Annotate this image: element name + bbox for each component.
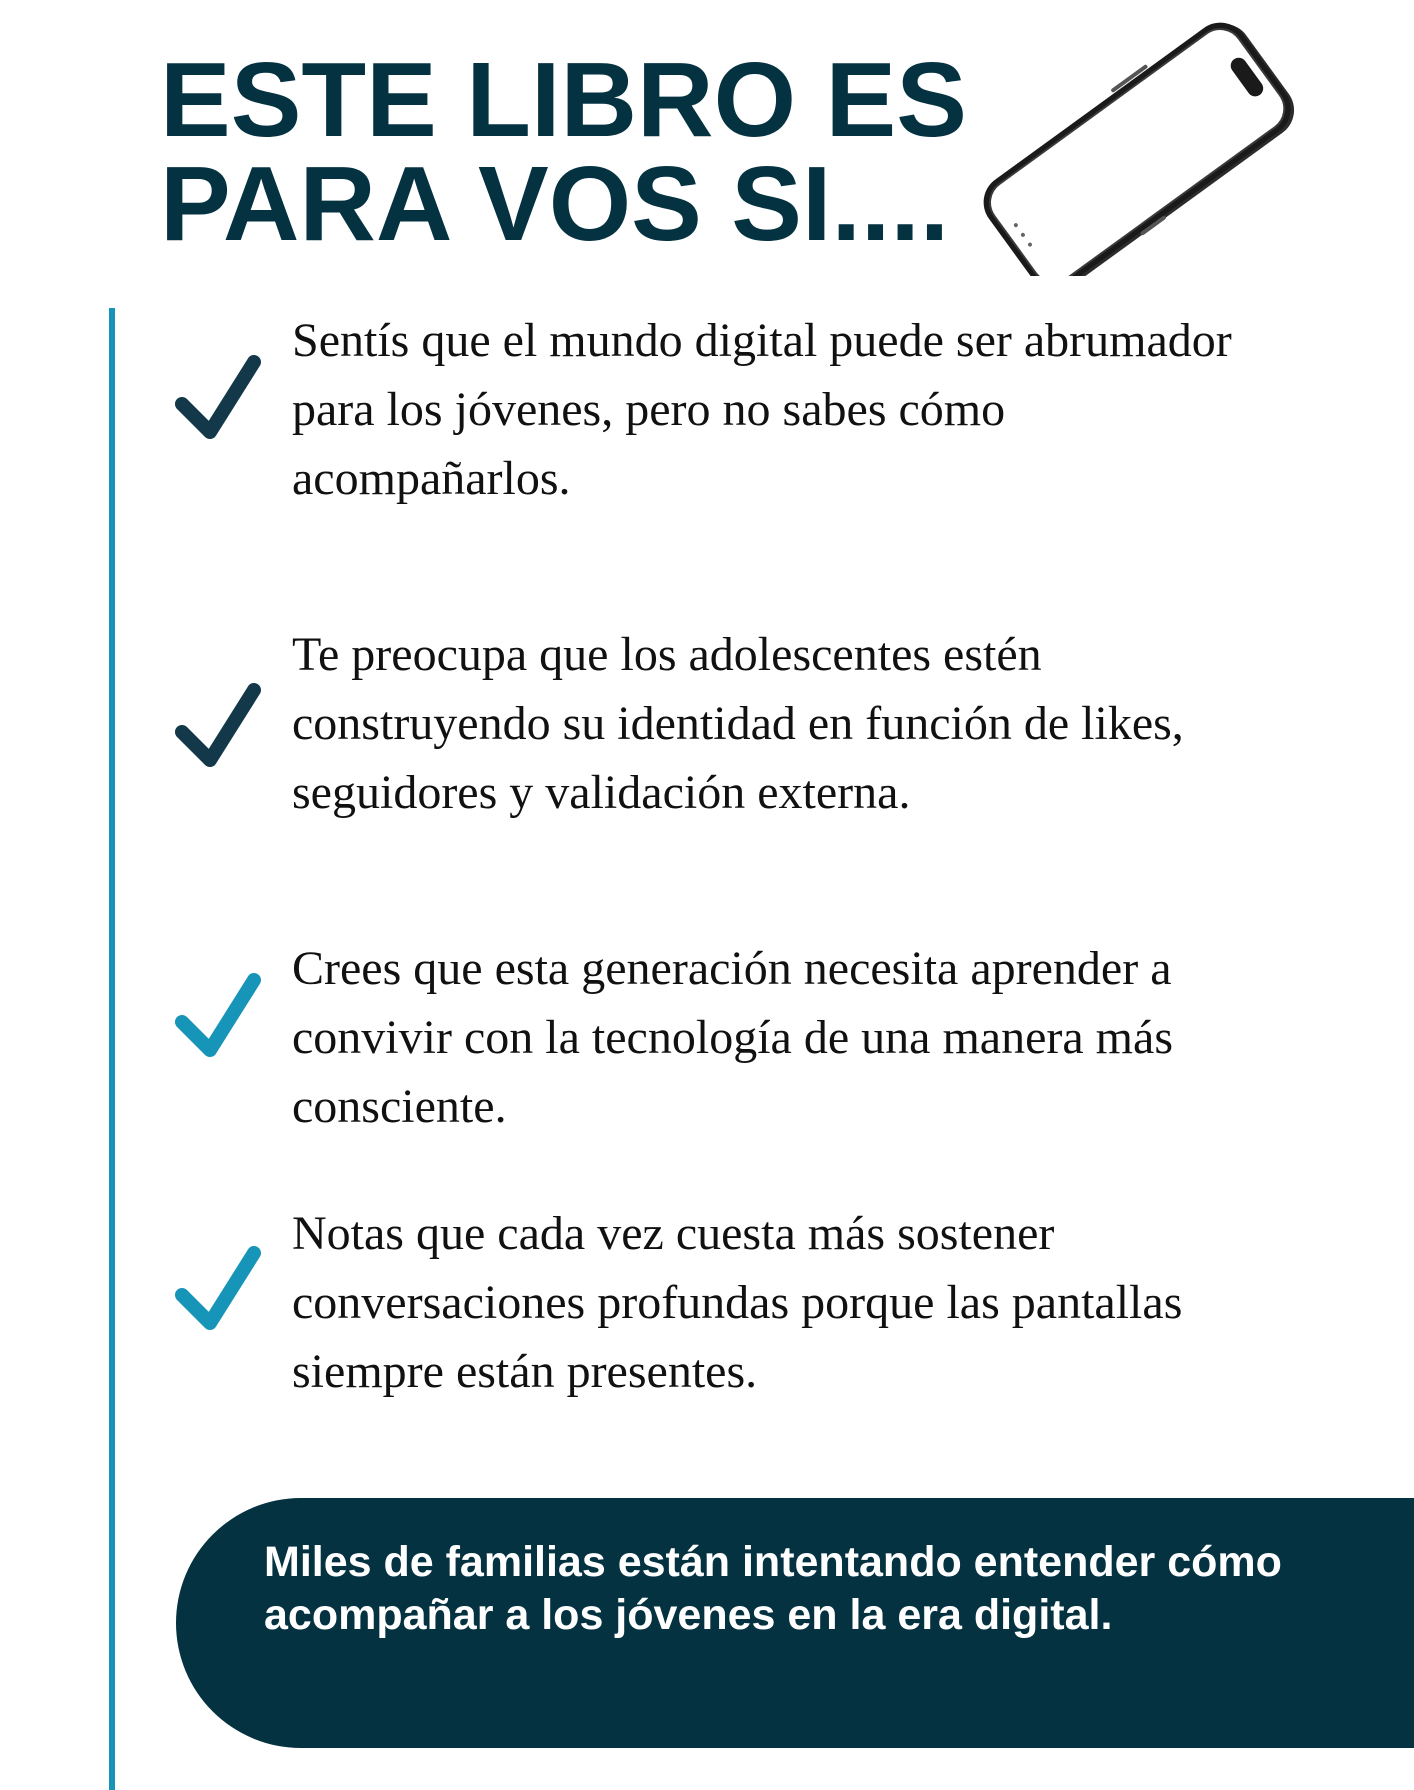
checkmark-icon <box>172 354 264 444</box>
list-item-text: Crees que esta generación necesita aprender a convivir con la tecnología de una manera más consciente. <box>292 942 1173 1133</box>
page-title-line-1: ESTE LIBRO ES <box>160 41 967 159</box>
smartphone-icon <box>972 22 1302 276</box>
checkmark-icon <box>172 682 264 772</box>
callout-banner-text: Miles de familias están intentando entender cómo acompañar a los jóvenes en la era digital. <box>264 1538 1282 1639</box>
list-item-text: Notas que cada vez cuesta más sostener conversaciones profundas porque las pantallas siempre están presentes. <box>292 1207 1183 1398</box>
page-title-line-2: PARA VOS SI.... <box>160 145 950 263</box>
checkmark-icon <box>172 972 264 1062</box>
list-item-text: Sentís que el mundo digital puede ser abrumador para los jóvenes, pero no sabes cómo acompañarlos. <box>292 314 1232 505</box>
vertical-accent-line <box>109 308 115 1790</box>
list-item-text: Te preocupa que los adolescentes estén construyendo su identidad en función de likes, seguidores y validación externa. <box>292 628 1184 819</box>
smartphone-illustration <box>972 22 1302 276</box>
checkmark-icon <box>172 1245 264 1335</box>
page-title <box>160 41 967 263</box>
